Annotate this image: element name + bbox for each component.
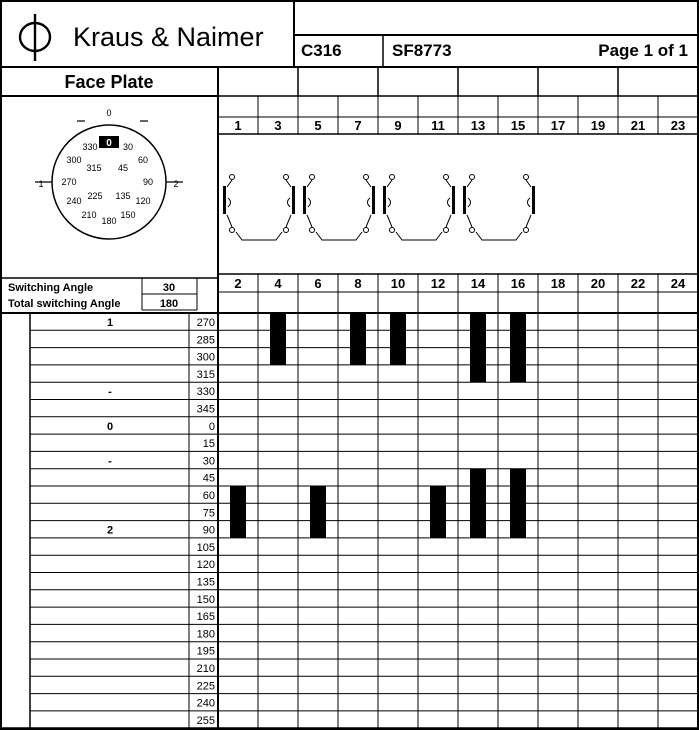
angle-row-label: 225	[196, 680, 215, 693]
angle-row-label: 120	[196, 559, 215, 572]
dial-angle-label: 270	[61, 177, 77, 187]
contact-lead	[526, 180, 531, 187]
terminal-dot	[444, 175, 449, 180]
contact-stage	[223, 175, 295, 241]
contact-lead	[286, 180, 291, 187]
moving-contact	[368, 198, 371, 207]
terminal-label-top: 11	[431, 118, 445, 133]
terminal-label-bottom: 10	[390, 276, 406, 291]
dial-angle-label: 30	[122, 142, 134, 152]
terminal-dot	[310, 228, 315, 233]
terminal-label-top: 9	[394, 118, 402, 133]
angle-row-label: 300	[196, 351, 215, 364]
dial-angle-label: 135	[115, 191, 131, 201]
angle-row-label: 0	[208, 420, 215, 433]
angle-row-label: 90	[202, 524, 215, 537]
dial-angle-label: 60	[137, 155, 149, 165]
dial-angle-label: 300	[66, 155, 82, 165]
contact-stage	[463, 175, 535, 241]
terminal-label-top: 1	[234, 118, 242, 133]
terminal-label-top: 3	[274, 118, 282, 133]
fixed-contact	[463, 186, 466, 214]
model-number: C316	[301, 41, 342, 60]
contact-closure-bar	[470, 469, 486, 538]
total-switching-angle-label: Total switching Angle	[8, 298, 121, 310]
dial-angle-label: 150	[120, 210, 136, 220]
angle-row-label: 105	[196, 541, 215, 554]
angle-row-label: 150	[196, 593, 215, 606]
moving-contact	[228, 198, 231, 207]
sf-number: SF8773	[392, 41, 452, 60]
contact-closure-bar	[510, 313, 526, 382]
dial-angle-label: 180	[101, 216, 117, 226]
terminal-label-top: 15	[510, 118, 526, 133]
contact-stage	[383, 175, 455, 241]
fixed-contact	[383, 186, 386, 214]
angle-row-label: 180	[196, 628, 215, 641]
angle-row-label: 285	[196, 334, 215, 347]
contact-bridge	[307, 215, 371, 240]
terminal-dot	[230, 175, 235, 180]
terminal-label-bottom: 2	[234, 276, 242, 291]
contact-closure-bar	[390, 313, 406, 365]
angle-row-label: 345	[196, 403, 215, 416]
fixed-contact	[303, 186, 306, 214]
terminal-label-bottom: 12	[430, 276, 446, 291]
face-plate-title: Face Plate	[64, 72, 154, 92]
angle-row-label: 255	[196, 714, 215, 727]
terminal-dot	[364, 228, 369, 233]
terminal-dot	[310, 175, 315, 180]
moving-contact	[528, 198, 531, 207]
terminal-label-top: 7	[354, 118, 362, 133]
angle-row-label: 240	[196, 697, 215, 710]
dial-angle-label: 120	[135, 196, 151, 206]
contact-closure-bar	[470, 313, 486, 382]
terminal-dot	[524, 175, 529, 180]
terminal-label-bottom: 22	[630, 276, 646, 291]
dial-angle-label: 90	[142, 177, 154, 187]
dial-angle-label: 330	[82, 142, 98, 152]
terminal-dot	[524, 228, 529, 233]
switching-angle-row	[8, 278, 197, 294]
moving-contact	[288, 198, 291, 207]
switching-angle-label: Switching Angle	[8, 282, 94, 294]
terminal-label-bottom: 24	[670, 276, 686, 291]
switching-table	[1, 313, 698, 728]
position-label: 1	[106, 317, 114, 329]
contact-bridge	[227, 215, 291, 240]
terminal-dot	[470, 228, 475, 233]
moving-contact	[448, 198, 451, 207]
contact-lead	[446, 180, 451, 187]
moving-contact	[388, 198, 391, 207]
fixed-contact	[372, 186, 375, 214]
dial-outer-label-right: 2	[173, 179, 179, 189]
page-indicator: Page 1 of 1	[598, 41, 688, 60]
dial-angle-label: 315	[86, 163, 102, 173]
terminal-dot	[470, 175, 475, 180]
dial-angle-label: 240	[66, 196, 82, 206]
dial-outer-label-left: 1	[38, 179, 44, 189]
contact-lead	[467, 180, 472, 187]
terminal-label-bottom: 16	[510, 276, 526, 291]
face-plate-panel	[1, 67, 218, 313]
terminal-label-top: 5	[314, 118, 322, 133]
terminal-dot	[230, 228, 235, 233]
contact-lead	[227, 180, 232, 187]
angle-row-label: 270	[196, 317, 215, 329]
contact-lead	[307, 180, 312, 187]
contact-closure-bar	[430, 486, 446, 538]
switching-angle-value: 30	[162, 282, 176, 294]
dial-angle-label: 210	[81, 210, 97, 220]
angle-row-label: 75	[202, 507, 215, 520]
terminal-dot	[364, 175, 369, 180]
moving-contact	[308, 198, 311, 207]
angle-row-label: 135	[196, 576, 215, 589]
fixed-contact	[292, 186, 295, 214]
angle-row-label: 15	[202, 438, 215, 451]
face-plate-dial	[35, 108, 183, 239]
contact-closure-bar	[510, 469, 526, 538]
angle-row-label: 60	[202, 490, 215, 502]
dial-angle-label: 225	[87, 191, 103, 201]
terminal-label-bottom: 18	[550, 276, 566, 291]
terminal-label-bottom: 20	[590, 276, 606, 291]
terminal-dot	[284, 175, 289, 180]
terminal-label-bottom: 4	[274, 276, 282, 291]
terminal-label-bottom: 8	[354, 276, 362, 291]
fixed-contact	[452, 186, 455, 214]
terminal-dot	[390, 175, 395, 180]
fixed-contact	[223, 186, 226, 214]
angle-row-label: 165	[196, 611, 215, 624]
angle-row-label: 30	[202, 455, 215, 468]
angle-row-label: 315	[196, 368, 215, 381]
contact-lead	[387, 180, 392, 187]
terminal-dot	[390, 228, 395, 233]
fixed-contact	[532, 186, 535, 214]
position-label: -	[108, 386, 112, 399]
contact-closure-bar	[230, 486, 246, 538]
dial-outer-label-top: 0	[106, 108, 112, 118]
total-switching-angle-value: 180	[159, 298, 179, 310]
angle-row-label: 330	[196, 386, 215, 399]
angle-row-label: 45	[202, 472, 215, 485]
terminal-label-top: 17	[550, 118, 566, 133]
dial-angle-label: 45	[117, 163, 129, 173]
contact-stage	[303, 175, 375, 241]
moving-contact	[468, 198, 471, 207]
dial-pointer-label: 0	[106, 138, 112, 149]
contact-closure-bar	[310, 486, 326, 538]
terminal-label-bottom: 6	[314, 276, 322, 291]
contact-bridge	[387, 215, 451, 240]
terminal-label-top: 23	[670, 118, 686, 133]
contact-closure-bar	[270, 313, 286, 365]
contact-schematic	[223, 175, 535, 241]
brand-name: Kraus & Naimer	[73, 22, 264, 52]
position-label: 0	[106, 420, 114, 433]
contact-lead	[366, 180, 371, 187]
terminal-label-top: 21	[630, 118, 646, 133]
angle-row-label: 210	[196, 663, 215, 675]
angle-row-label: 195	[196, 645, 215, 658]
brand-logo	[20, 14, 264, 61]
contact-closure-bar	[350, 313, 366, 365]
terminal-dot	[284, 228, 289, 233]
contact-bridge	[467, 215, 531, 240]
position-label: -	[108, 455, 112, 468]
terminal-dot	[444, 228, 449, 233]
position-label: 2	[106, 524, 114, 537]
terminal-label-top: 19	[590, 118, 606, 133]
terminal-label-bottom: 14	[470, 276, 486, 291]
terminal-label-top: 13	[470, 118, 486, 133]
